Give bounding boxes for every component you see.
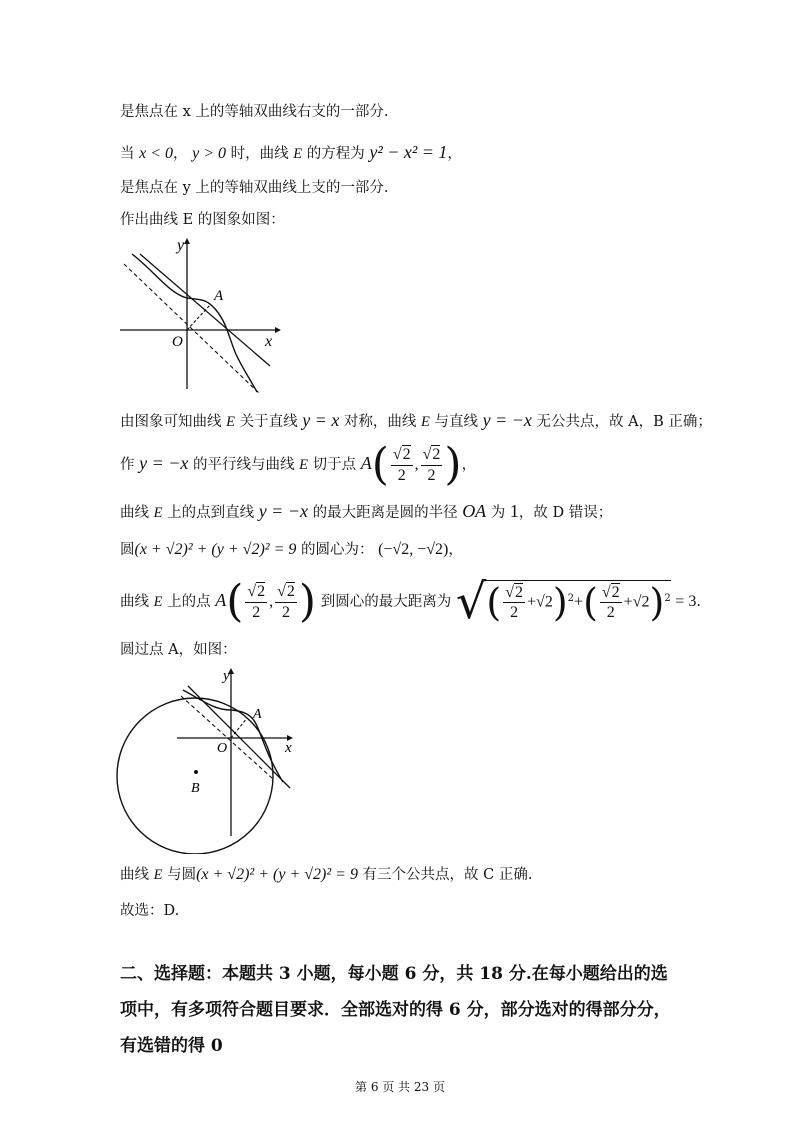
comma: ， xyxy=(173,146,188,162)
y-axis-label: y xyxy=(223,668,230,684)
figure-1-curve-graph xyxy=(110,234,290,404)
dashed-segment-oa xyxy=(187,305,210,330)
left-paren: ( xyxy=(371,439,389,490)
line-2-mid: 时，曲线 xyxy=(230,146,289,162)
max-distance-result: = 3 xyxy=(675,593,697,610)
line-2-prefix: 当 xyxy=(120,146,135,162)
line-1-text: 是焦点在 x 上的等轴双曲线右支的一部分. xyxy=(120,104,389,120)
line-11-b: 与圆 xyxy=(167,867,197,883)
curve-e-symbol: E xyxy=(153,867,163,883)
y-axis-arrow xyxy=(184,238,190,244)
fraction-sqrt2-over-2: $\frac{√2}{2}$ xyxy=(601,583,620,621)
point-a-symbol: A xyxy=(215,590,227,610)
line-8-end: ， xyxy=(448,542,463,558)
comma: , xyxy=(414,456,419,473)
text-line-12 xyxy=(120,903,179,920)
text-line-6 xyxy=(120,439,477,490)
line-5-e: 无公共点，故 A，B 正确； xyxy=(536,414,712,430)
text-line-7 xyxy=(120,501,612,523)
line-7-e: ，故 D 错误； xyxy=(518,505,613,521)
curve-e xyxy=(132,254,257,392)
tangent-line xyxy=(140,254,273,366)
line-11-c: 有三个公共点，故 C 正确. xyxy=(362,867,533,883)
line-6-a: 作 xyxy=(120,457,135,473)
text-line-5 xyxy=(120,410,712,432)
dashed-segment-oa xyxy=(231,718,247,738)
line-6-b: 的平行线与曲线 xyxy=(193,457,295,473)
line-7-c: 的最大距离是圆的半径 xyxy=(312,505,458,521)
x-axis-arrow xyxy=(275,327,281,333)
line-9-a: 曲线 xyxy=(120,594,149,610)
text-line-1 xyxy=(120,104,389,121)
origin-label: O xyxy=(217,741,228,756)
plus-sign: + xyxy=(527,593,537,611)
right-paren: ) xyxy=(298,576,317,627)
condition-y: y > 0 xyxy=(192,145,227,162)
point-a-label: A xyxy=(253,707,262,722)
plus-sign: + xyxy=(574,593,584,611)
x-axis-label: x xyxy=(285,740,292,756)
circle-b xyxy=(117,698,273,854)
fraction-sqrt2-over-2: $\frac{√2}{2}$ xyxy=(277,583,295,621)
line-y-eq-neg-x: y = −x xyxy=(482,410,532,430)
line-8-b: 的圆心为： xyxy=(300,542,374,558)
text-line-9 xyxy=(120,574,701,630)
text-line-8 xyxy=(120,540,463,559)
line-5-a: 由图象可知曲线 xyxy=(120,414,222,430)
point-b-label: B xyxy=(191,781,200,796)
sqrt-two: √2 xyxy=(536,593,553,611)
fraction-sqrt2-over-2: $\frac{√2}{2}$ xyxy=(422,446,441,484)
line-2-end: ， xyxy=(447,146,462,162)
answer-choice: 故选：D. xyxy=(120,903,180,919)
line-y-eq-neg-x: y = −x xyxy=(258,501,308,521)
point-a-label: A xyxy=(214,288,224,304)
circle-center: (−√2, −√2) xyxy=(378,541,449,558)
point-a-symbol: A xyxy=(360,453,372,473)
text-line-4 xyxy=(120,212,285,229)
text-line-3 xyxy=(120,180,389,197)
curve-e-symbol: E xyxy=(226,414,235,430)
line-10-text: 圆过点 A，如图： xyxy=(120,642,237,658)
line-8-a: 圆 xyxy=(120,542,135,558)
line-y-eq-x: y = x xyxy=(302,410,340,430)
text-line-2 xyxy=(120,142,462,164)
right-paren: ) xyxy=(444,439,462,490)
circle-equation: (x + √2)² + (y + √2)² = 9 xyxy=(196,866,358,883)
sqrt-radical-sign: √ xyxy=(455,574,487,630)
line-11-a: 曲线 xyxy=(120,867,149,883)
left-paren: ( xyxy=(226,576,244,627)
line-5-c: 对称，曲线 xyxy=(343,414,417,430)
curve-e-symbol: E xyxy=(293,146,303,162)
fraction-sqrt2-over-2: $\frac{√2}{2}$ xyxy=(247,583,266,621)
plus-sign: + xyxy=(623,593,633,611)
condition-x: x < 0 xyxy=(139,145,174,162)
curve-e-symbol: E xyxy=(153,505,163,521)
line-9-end: . xyxy=(696,594,701,610)
line-3-text: 是焦点在 y 上的等轴双曲线上支的一部分. xyxy=(120,180,389,196)
radius-oa: OA xyxy=(462,501,487,521)
comma: , xyxy=(269,593,274,610)
point-b-dot xyxy=(194,770,198,774)
line-2-mid2: 的方程为 xyxy=(306,146,365,162)
line-7-a: 曲线 xyxy=(120,505,149,521)
radius-value: 1 xyxy=(509,501,519,521)
line-6-c: 切于点 xyxy=(312,457,357,473)
line-9-b: 上的点 xyxy=(167,594,211,610)
text-line-10 xyxy=(120,642,237,659)
equation-upper-branch: y² − x² = 1 xyxy=(369,142,448,162)
line-6-end: ， xyxy=(461,457,477,473)
text-line-11 xyxy=(120,865,532,884)
sqrt-two: √2 xyxy=(632,593,650,611)
line-7-d: 为 xyxy=(490,505,506,521)
origin-label: O xyxy=(172,334,183,350)
line-5-d: 与直线 xyxy=(434,414,478,430)
sqrt-radicand: ( $\frac{√2}{2}$ +√2)$^2$+( $\frac{√2}{2}$ +√2)$^2$ xyxy=(486,580,671,625)
line-9-c: 到圆心的最大距离为 xyxy=(320,594,452,610)
line-7-b: 上的点到直线 xyxy=(167,505,255,521)
line-4-text: 作出曲线 E 的图象如图： xyxy=(120,212,285,228)
fraction-sqrt2-over-2: $\frac{√2}{2}$ xyxy=(392,446,411,484)
x-axis-label: x xyxy=(265,333,273,350)
page-footer: 第 6 页 共 23 页 xyxy=(355,1080,445,1094)
curve-e-symbol: E xyxy=(299,457,308,473)
line-5-b: 关于直线 xyxy=(239,414,298,430)
circle-equation: (x + √2)² + (y + √2)² = 9 xyxy=(134,541,297,558)
curve-e-symbol: E xyxy=(153,594,163,610)
dashed-line-y-neg-x xyxy=(124,264,260,394)
curve-e-symbol: E xyxy=(421,414,430,430)
section-heading-multiple-choice: 二、选择题：本题共 3 小题，每小题 6 分，共 18 分.在每小题给出的选项中，有多项符合题目要求．全部选对的得 6 分，部分选对的得部分分，有选错的得 0 xyxy=(120,964,671,1056)
fraction-sqrt2-over-2: $\frac{√2}{2}$ xyxy=(505,583,524,621)
figure-2-circle-graph xyxy=(115,664,305,854)
y-axis-label: y xyxy=(177,237,185,254)
line-y-eq-neg-x: y = −x xyxy=(139,453,189,473)
